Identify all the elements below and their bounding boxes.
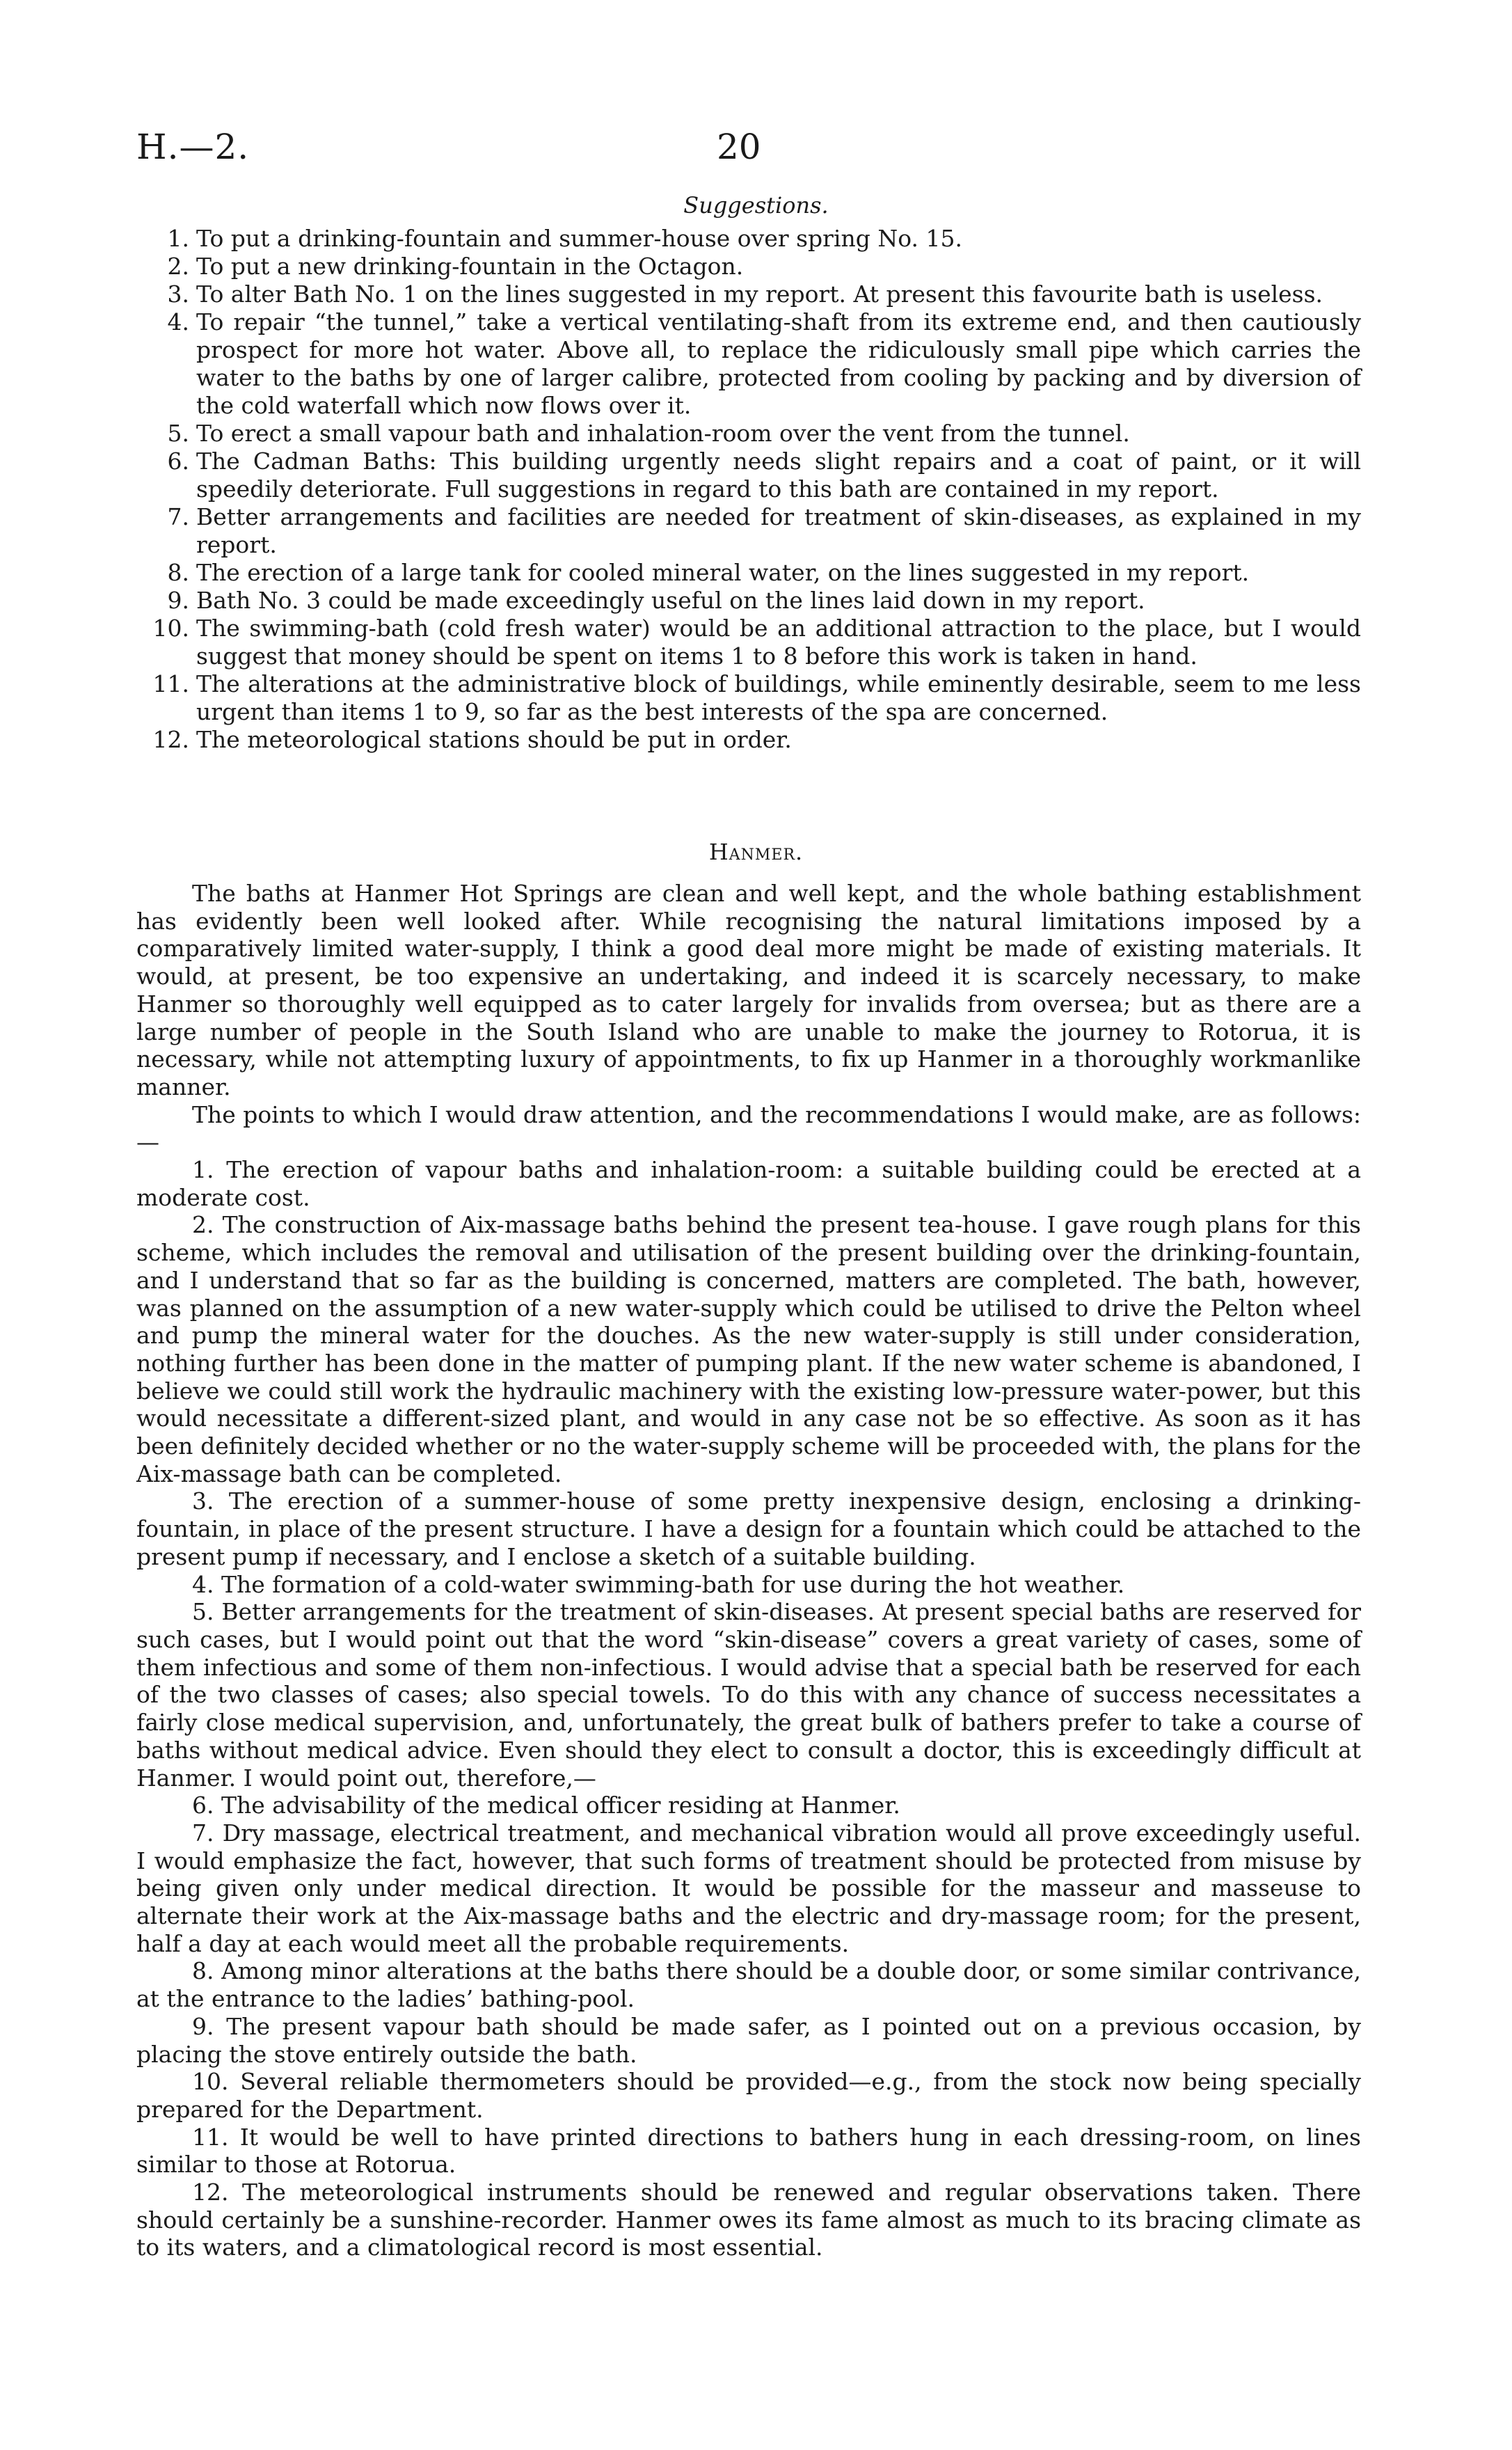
item-number: 8. bbox=[167, 559, 189, 586]
list-item bbox=[143, 670, 1361, 726]
item-text: To erect a small vapour bath and inhalation-room over the vent from the tunnel. bbox=[196, 420, 1130, 447]
paragraph: 3. The erection of a summer-house of some pretty inexpensive design, enclosing a drinking-fountain, in place of the present structure. I have a design for a fountain which could be attached to the present pump if necessary, and I enclose a sketch of a suitable building. bbox=[136, 1487, 1361, 1570]
list-item bbox=[143, 308, 1361, 420]
paragraph: The points to which I would draw attention, and the recommendations I would make, are as follows:— bbox=[136, 1100, 1361, 1156]
list-item bbox=[143, 225, 1361, 253]
suggestions-heading: Suggestions. bbox=[683, 192, 829, 219]
paragraph: 6. The advisability of the medical officer residing at Hanmer. bbox=[192, 1792, 900, 1819]
item-text: The Cadman Baths: This building urgently needs slight repairs and a coat of paint, or it will speedily deteriorate. Full suggestions in regard to this bath are contained in my report. bbox=[196, 448, 1361, 503]
item-text: To alter Bath No. 1 on the lines suggested in my report. At present this favourite bath is useless. bbox=[196, 280, 1323, 308]
list-item bbox=[143, 448, 1361, 503]
item-text: Better arrangements and facilities are needed for treatment of skin-diseases, as explained in my report. bbox=[196, 503, 1361, 558]
hanmer-heading: Hanmer. bbox=[708, 839, 804, 865]
suggestions-list bbox=[143, 225, 1361, 754]
item-number: 12. bbox=[152, 726, 189, 753]
paragraph: 2. The construction of Aix-massage baths behind the present tea-house. I gave rough plans for this scheme, which includes the removal and utilisation of the present building over the drinking-fountain, and I understand that so far as the building is concerned, matters are completed. The bath, however, was planned on the assumption of a new water-supply which could be utilised to drive the Pelton wheel and pump the mineral water for the douches. As the new water-supply is still under consideration, nothing further has been done in the matter of pumping plant. If the new water scheme is abandoned, I believe we could still work the hydraulic machinery with the existing low-pressure water-power, but this would necessitate a different-sized plant, and would in any case not be so effective. As soon as it has been definitely decided whether or no the water-supply scheme will be proceeded with, the plans for the Aix-massage bath can be completed. bbox=[136, 1211, 1361, 1487]
paragraph: 8. Among minor alterations at the baths there should be a double door, or some similar contrivance, at the entrance to the ladies’ bathing-pool. bbox=[136, 1957, 1361, 2013]
item-text: The erection of a large tank for cooled mineral water, on the lines suggested in my report. bbox=[196, 559, 1250, 586]
item-text: To put a new drinking-fountain in the Octagon. bbox=[196, 253, 744, 280]
list-item bbox=[143, 503, 1361, 559]
paragraph: 11. It would be well to have printed directions to bathers hung in each dressing-room, on lines similar to those at Rotorua. bbox=[136, 2123, 1361, 2179]
item-number: 10. bbox=[152, 615, 189, 642]
document-reference: H.—2. bbox=[136, 127, 250, 167]
list-item bbox=[143, 587, 1361, 615]
item-text: To repair “the tunnel,” take a vertical ventilating-shaft from its extreme end, and then cautiously prospect for more hot water. Above all, to replace the ridiculously small pipe which carries the water to the baths by one of larger calibre, protected from cooling by packing and by diversion of the cold waterfall which now flows over it. bbox=[196, 308, 1361, 419]
item-number: 4. bbox=[167, 308, 189, 335]
item-number: 11. bbox=[152, 670, 189, 697]
item-text: The meteorological stations should be put in order. bbox=[196, 726, 792, 753]
item-number: 6. bbox=[167, 448, 189, 475]
item-number: 5. bbox=[167, 420, 189, 447]
item-text: The swimming-bath (cold fresh water) would be an additional attraction to the place, but I would suggest that money should be spent on items 1 to 8 before this work is taken in hand. bbox=[196, 615, 1361, 670]
paragraph: The baths at Hanmer Hot Springs are clean and well kept, and the whole bathing establishment has evidently been well looked after. While recognising the natural limitations imposed by a comparatively limited water-supply, I think a good deal more might be made of existing materials. It would, at present, be too expensive an undertaking, and indeed it is scarcely necessary, to make Hanmer so thoroughly well equipped as to cater largely for invalids from oversea; but as there are a large number of people in the South Island who are unable to make the journey to Rotorua, it is necessary, while not attempting luxury of appointments, to fix up Hanmer in a thoroughly workmanlike manner. bbox=[136, 880, 1361, 1100]
list-item bbox=[143, 615, 1361, 670]
list-item bbox=[143, 726, 1361, 754]
paragraph: 1. The erection of vapour baths and inhalation-room: a suitable building could be erected at a moderate cost. bbox=[136, 1156, 1361, 1211]
item-number: 7. bbox=[167, 503, 189, 530]
page-number: 20 bbox=[717, 127, 761, 167]
item-text: The alterations at the administrative block of buildings, while eminently desirable, seem to me less urgent than items 1 to 9, so far as the best interests of the spa are concerned. bbox=[196, 670, 1361, 725]
paragraph: 10. Several reliable thermometers should be provided—e.g., from the stock now being specially prepared for the Department. bbox=[136, 2068, 1361, 2123]
paragraph: 9. The present vapour bath should be made safer, as I pointed out on a previous occasion, by placing the stove entirely outside the bath. bbox=[136, 2012, 1361, 2068]
list-item bbox=[143, 420, 1361, 448]
list-item bbox=[143, 253, 1361, 280]
paragraph: 7. Dry massage, electrical treatment, and mechanical vibration would all prove exceedingly useful. I would emphasize the fact, however, that such forms of treatment should be protected from misuse by being given only under medical direction. It would be possible for the masseur and masseuse to alternate their work at the Aix-massage baths and the electric and dry-massage room; for the present, half a day at each would meet all the probable requirements. bbox=[136, 1819, 1361, 1957]
item-number: 9. bbox=[167, 587, 189, 614]
item-number: 3. bbox=[167, 280, 189, 308]
hanmer-body bbox=[136, 880, 1361, 2261]
item-number: 2. bbox=[167, 253, 189, 280]
paragraph: 12. The meteorological instruments should be renewed and regular observations taken. There should certainly be a sunshine-recorder. Hanmer owes its fame almost as much to its bracing climate as to its waters, and a climatological record is most essential. bbox=[136, 2179, 1361, 2261]
list-item bbox=[143, 559, 1361, 587]
paragraph: 5. Better arrangements for the treatment of skin-diseases. At present special baths are reserved for such cases, but I would point out that the word “skin-disease” covers a great variety of cases, some of them infectious and some of them non-infectious. I would advise that a special bath be reserved for each of the two classes of cases; also special towels. To do this with any chance of success necessitates a fairly close medical supervision, and, unfortunately, the great bulk of bathers prefer to take a course of baths without medical advice. Even should they elect to consult a doctor, this is exceedingly difficult at Hanmer. I would point out, therefore,— bbox=[136, 1598, 1361, 1792]
item-number: 1. bbox=[167, 225, 189, 252]
list-item bbox=[143, 280, 1361, 308]
item-text: To put a drinking-fountain and summer-house over spring No. 15. bbox=[196, 225, 962, 252]
paragraph: 4. The formation of a cold-water swimming-bath for use during the hot weather. bbox=[192, 1570, 1125, 1598]
item-text: Bath No. 3 could be made exceedingly useful on the lines laid down in my report. bbox=[196, 587, 1145, 614]
